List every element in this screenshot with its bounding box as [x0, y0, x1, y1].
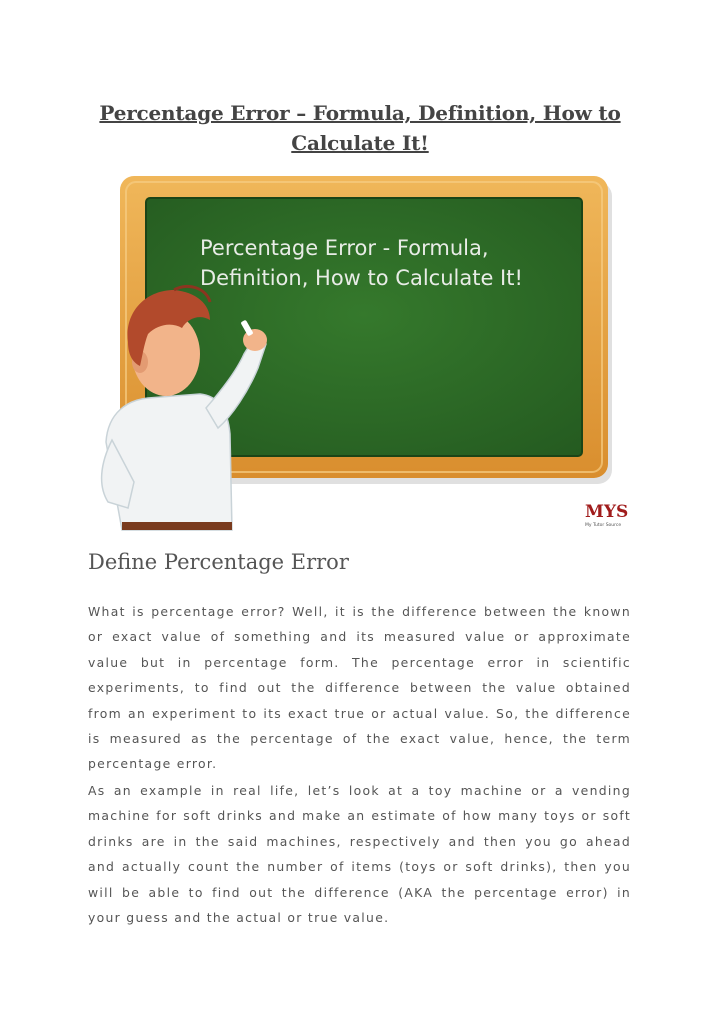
paragraph-1: What is percentage error? Well, it is the difference between the known or exact value of something and its measured value or approximate value but in percentage form. The percentage error in scientific experiments, to find out the difference between the value obtained from an experiment to its exact true or actual value. So, the difference is measured as the percentage of the exact value, hence, the term percentage error.	[88, 604, 631, 772]
logo-caption: My Tutor Source	[585, 523, 622, 528]
logo-mark: MYS	[585, 502, 629, 522]
chalkboard-illustration	[88, 172, 633, 532]
paragraph-2: As an example in real life, let’s look at a toy machine or a vending machine for soft drinks and make an estimate of how many toys or soft drinks are in the said machines, respectively and then you go ahead and actually count the number of items (toys or soft drinks), then you will be able to find out the difference (AKA the percentage error) in your guess and the actual or true value.	[88, 783, 631, 926]
chalkboard-text-line-1: Percentage Error - Formula,	[200, 236, 489, 260]
hero-illustration	[88, 172, 633, 532]
chalkboard-text-line-2: Definition, How to Calculate It!	[200, 266, 523, 290]
mys-logo	[585, 502, 628, 528]
section-heading: Define Percentage Error	[88, 550, 349, 574]
page-title: Percentage Error – Formula, Definition, How to Calculate It!	[99, 101, 621, 155]
